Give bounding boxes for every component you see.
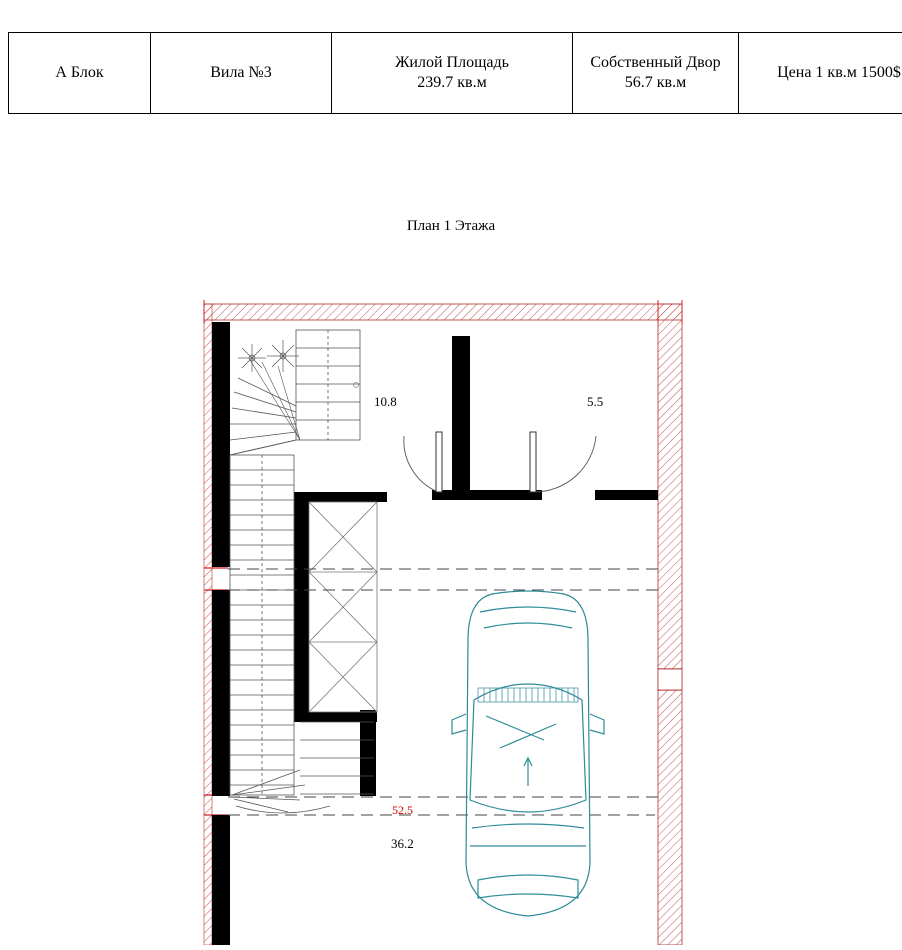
cell-private-yard-line-2: 56.7 кв.м	[577, 73, 734, 93]
cell-price-line-1: Цена 1 кв.м 1500$	[743, 63, 902, 83]
car-outline	[452, 591, 604, 916]
cell-private-yard-line-1: Собственный Двор	[577, 53, 734, 73]
cell-villa-line-1: Вила №3	[155, 63, 327, 83]
staircase-main	[230, 455, 294, 795]
cell-block-line-1: А Блок	[13, 63, 146, 83]
cabinet-run	[309, 502, 377, 712]
wall-solid-left	[212, 322, 230, 945]
room-label-36-2: 36.2	[391, 836, 414, 852]
stair-upper-flight	[296, 330, 360, 440]
window-symbols	[658, 669, 682, 690]
cell-living-area-line-2: 239.7 кв.м	[336, 73, 568, 93]
plan-title: План 1 Этажа	[0, 218, 902, 235]
door-swing-left	[404, 432, 442, 492]
room-label-5-5: 5.5	[587, 394, 603, 410]
staircase-winder-top	[230, 378, 296, 455]
room-label-10-8: 10.8	[374, 394, 397, 410]
room-label-52-5: 52.5	[392, 803, 413, 818]
door-swing-right	[530, 432, 596, 492]
wall-hatched-left	[204, 304, 212, 945]
plant-decoration	[238, 340, 300, 440]
cell-living-area-line-1: Жилой Площадь	[336, 53, 568, 73]
wall-hatched-top	[204, 304, 682, 320]
wall-hatched-right	[658, 304, 682, 945]
